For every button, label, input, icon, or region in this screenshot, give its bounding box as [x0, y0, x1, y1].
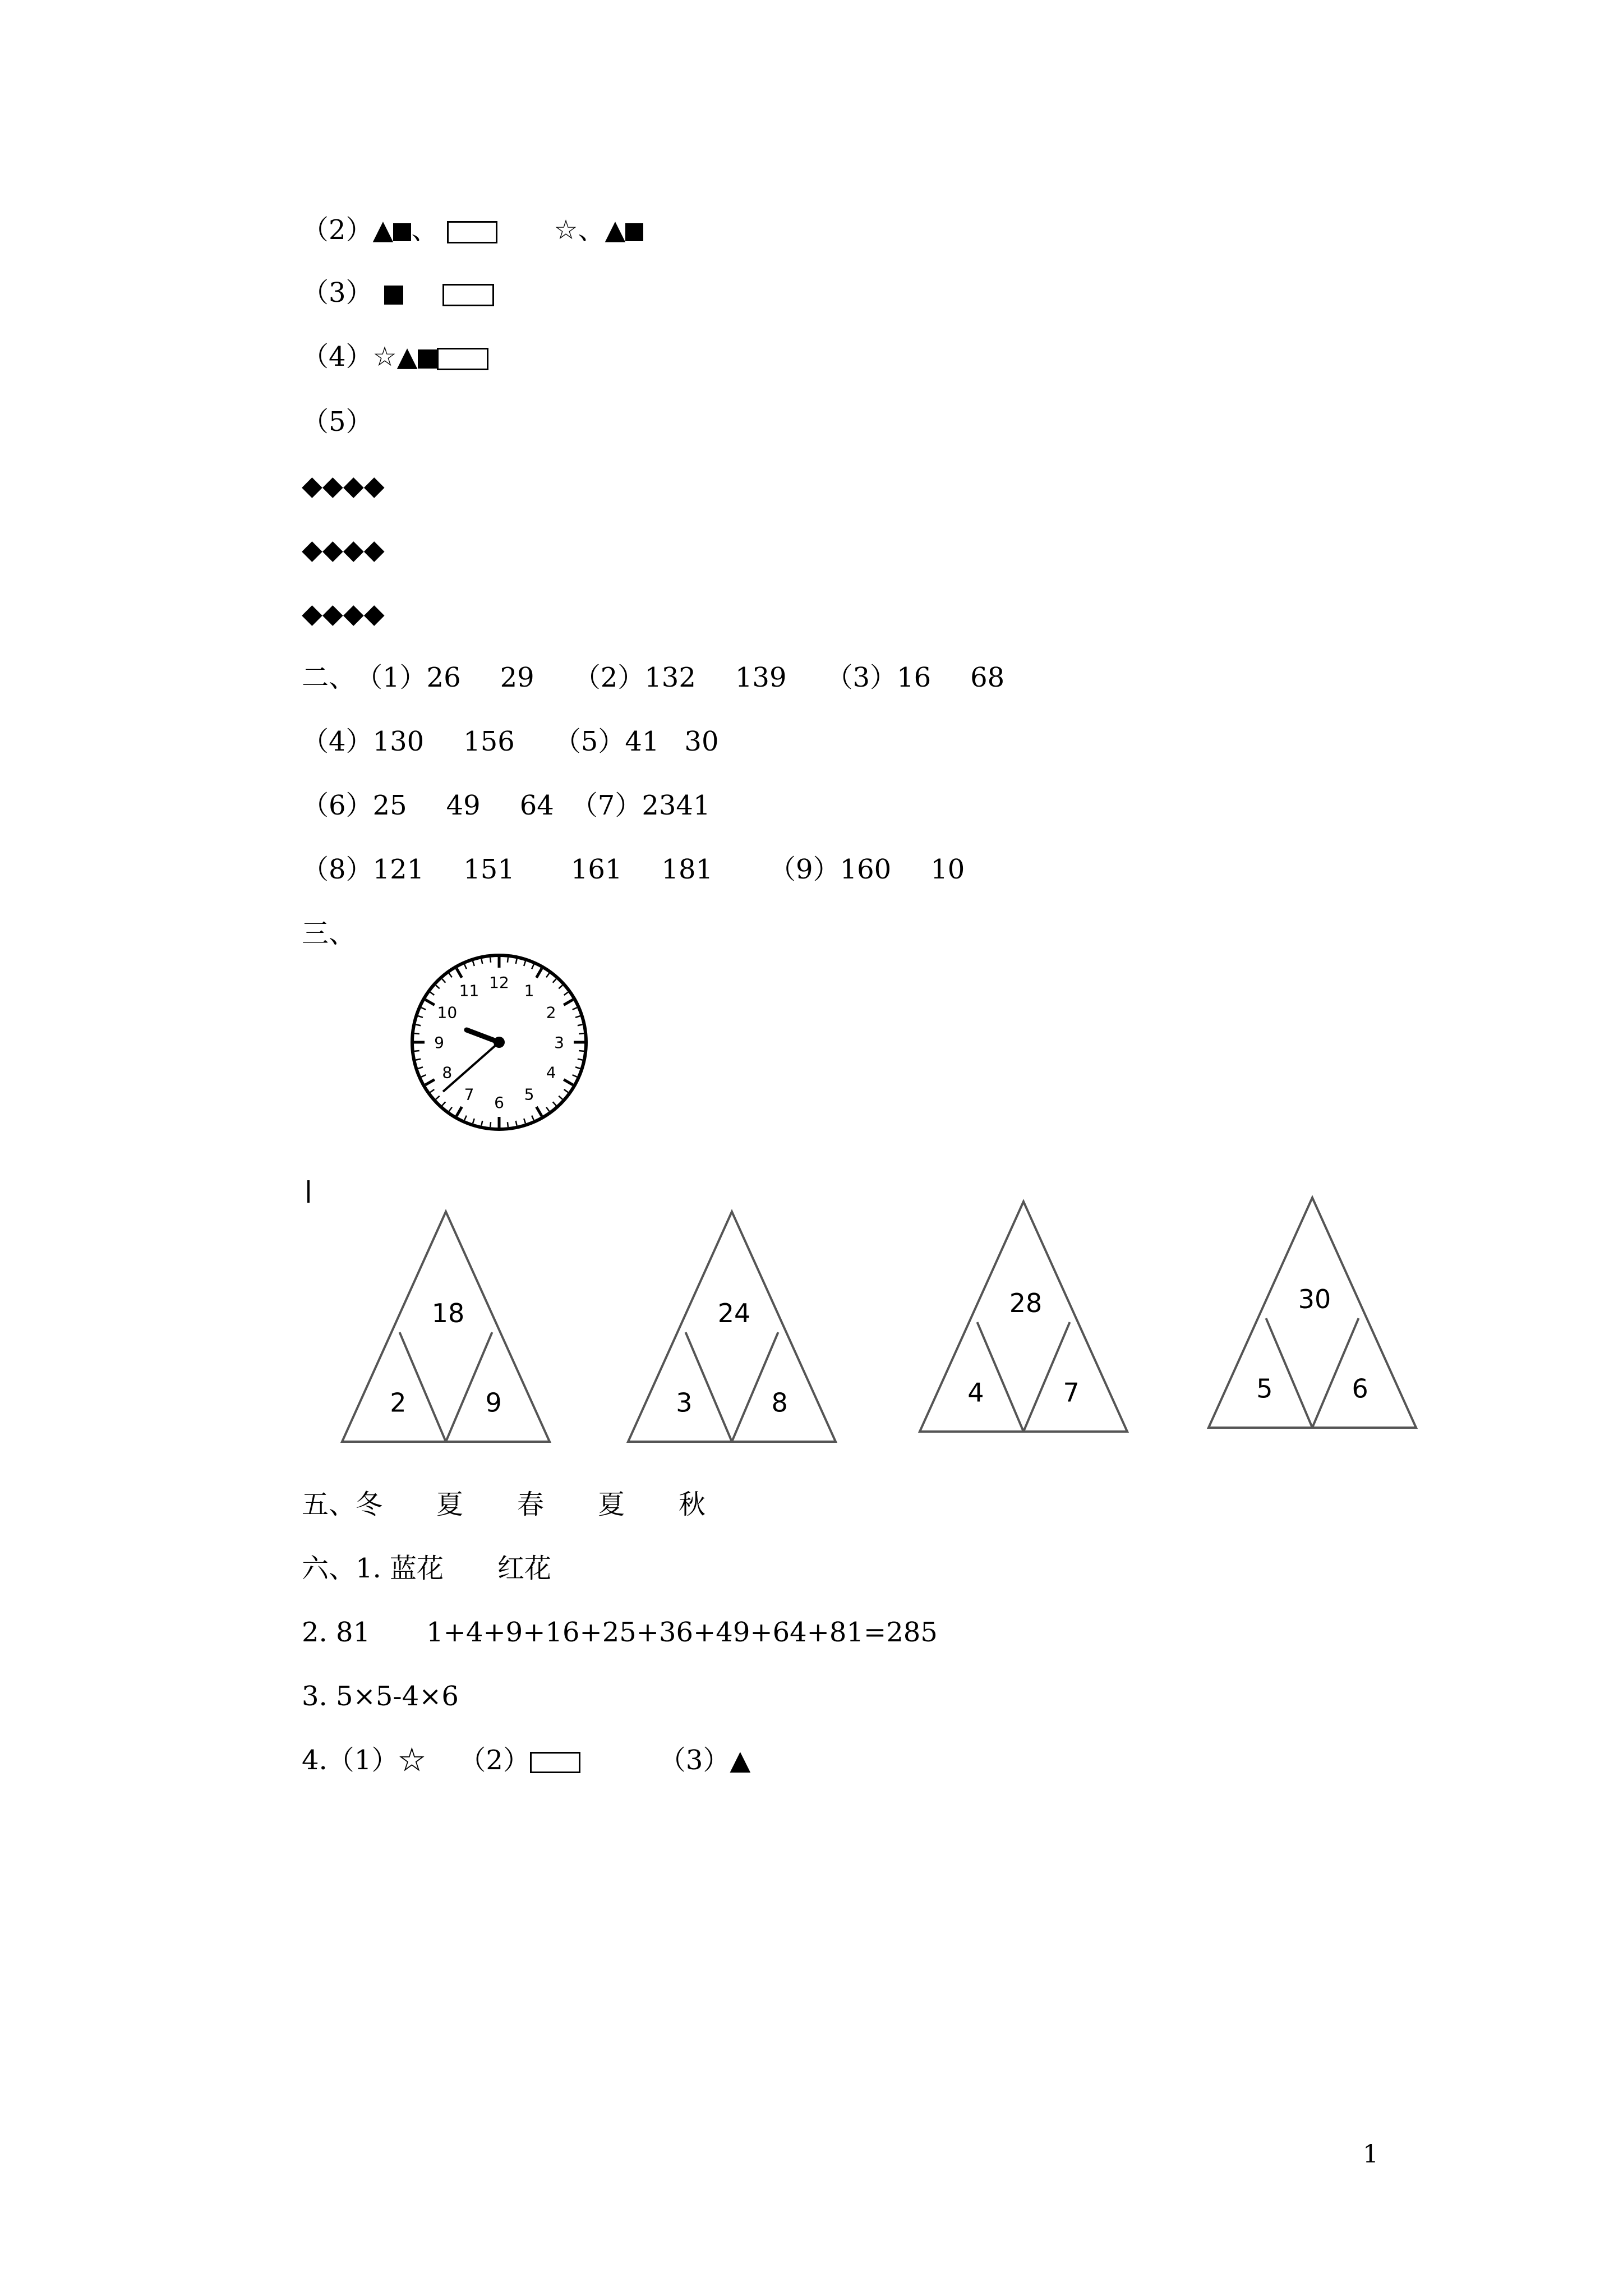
- answer: （6）25: [302, 790, 407, 821]
- answer: 139: [735, 662, 787, 693]
- diamond-row: [302, 469, 385, 503]
- answer: （1）26: [356, 662, 461, 693]
- answer: 49: [446, 790, 481, 821]
- answer: 68: [970, 662, 1005, 693]
- triangle-left-number: 5: [1256, 1373, 1273, 1404]
- answer-line-1-3: [302, 276, 494, 310]
- clock-number: 7: [464, 1085, 474, 1104]
- answer: （5）41: [554, 726, 660, 757]
- seasons-answer: 五、冬 夏 春 夏 秋: [302, 1489, 706, 1520]
- answer-line-6-4: [302, 1743, 750, 1777]
- answer-line-2-2: [302, 725, 719, 758]
- square-icon: [384, 286, 403, 305]
- triangle-divider: [400, 1332, 446, 1442]
- answer-line-6-2: [302, 1616, 938, 1649]
- clock-number: 12: [489, 973, 509, 992]
- triangle-right-number: 8: [771, 1387, 788, 1418]
- answer: （9）160: [769, 854, 892, 885]
- separator: 、: [411, 214, 439, 246]
- clock-number: 5: [524, 1085, 534, 1104]
- expression: 3. 5×5-4×6: [302, 1681, 459, 1712]
- clock-number: 4: [546, 1063, 556, 1082]
- answer: 29: [500, 662, 534, 693]
- clock-tick: [490, 1122, 491, 1127]
- section-prefix: 三、: [302, 918, 356, 949]
- item-label: （4）: [302, 341, 373, 372]
- answer-line-1-4: [302, 340, 488, 374]
- star-icon: ☆: [372, 341, 397, 372]
- triangle-left-number: 2: [390, 1387, 407, 1418]
- answer: 151: [463, 854, 515, 885]
- clock-number: 6: [494, 1093, 504, 1112]
- clock-tick: [414, 1033, 419, 1034]
- clock-number: 1: [524, 981, 534, 1000]
- answer: （2）132: [573, 662, 696, 693]
- triangle-top-number: 30: [1298, 1283, 1331, 1314]
- triangle-top-number: 28: [1009, 1287, 1043, 1318]
- answer: （3）16: [826, 662, 932, 693]
- item-label: （5）: [302, 406, 373, 438]
- section-prefix: 二、: [302, 662, 356, 693]
- triangle-icon: ▲: [396, 341, 418, 372]
- star-icon: ☆: [554, 214, 578, 246]
- flowers-answer: 六、1. 蓝花 红花: [302, 1553, 552, 1584]
- triangle-group: [342, 1198, 1416, 1442]
- triangle-divider: [1312, 1318, 1359, 1428]
- answer: 30: [684, 726, 719, 757]
- diamond-icons: ◆◆◆◆: [302, 598, 385, 629]
- answer: （4）130: [302, 726, 425, 757]
- answer: 181: [661, 854, 713, 885]
- answer-line-3: [302, 917, 356, 950]
- answer: 156: [463, 726, 515, 757]
- clock-tick: [579, 1033, 584, 1034]
- triangle-left-number: 4: [967, 1377, 984, 1408]
- answer: 2. 81: [302, 1617, 371, 1648]
- text-cursor: [307, 1180, 310, 1203]
- triangle-right-number: 9: [485, 1387, 502, 1418]
- square-icon: [418, 349, 437, 369]
- clock-number: 8: [442, 1063, 453, 1082]
- answer-line-1-5: [302, 405, 373, 439]
- clock-number: 2: [546, 1003, 556, 1022]
- item-label: （2）: [302, 214, 373, 246]
- triangle-figures: [336, 1178, 1458, 1447]
- triangle-divider: [978, 1322, 1024, 1432]
- separator: 、: [578, 214, 605, 246]
- triangle-icon: ▲: [372, 214, 394, 246]
- diamond-row: [302, 597, 385, 631]
- triangle-left-number: 3: [676, 1387, 693, 1418]
- item-label: （3）: [302, 277, 373, 309]
- answer-line-6-3: [302, 1680, 459, 1713]
- diamond-icons: ◆◆◆◆: [302, 470, 385, 501]
- triangle-divider: [1023, 1322, 1070, 1432]
- answer-line-6-1: [302, 1552, 551, 1585]
- answer: 4.（1）☆: [302, 1745, 426, 1776]
- clock-tick: [490, 958, 491, 963]
- triangle-divider: [446, 1332, 492, 1442]
- clock-face: [412, 955, 586, 1129]
- clock-number: 10: [437, 1003, 458, 1022]
- answer-line-2-1: [302, 661, 1004, 694]
- triangle-top-number: 24: [717, 1297, 751, 1328]
- rectangle-icon: [437, 348, 488, 370]
- triangle-icon: ▲: [605, 214, 626, 246]
- triangle-divider: [1266, 1318, 1313, 1428]
- diamond-row: [302, 533, 385, 567]
- clock-number: 3: [554, 1033, 564, 1052]
- answer: 10: [930, 854, 965, 885]
- clock-number: 9: [434, 1033, 444, 1052]
- sum-equation: 1+4+9+16+25+36+49+64+81=285: [426, 1617, 938, 1648]
- answer-line-1-2: [302, 213, 643, 247]
- clock-number: 11: [459, 981, 479, 1000]
- answer: 161: [570, 854, 623, 885]
- answer: （3）▲: [658, 1745, 751, 1776]
- clock-center: [494, 1037, 505, 1048]
- diamond-icons: ◆◆◆◆: [302, 534, 385, 565]
- answer: （2）: [459, 1745, 530, 1776]
- triangle-divider: [732, 1332, 778, 1442]
- triangle-right-number: 6: [1352, 1373, 1368, 1404]
- triangle-divider: [686, 1332, 732, 1442]
- answer: 64: [519, 790, 554, 821]
- page-number: 1: [1363, 2140, 1378, 2169]
- square-icon: [625, 223, 643, 241]
- triangle-top-number: 18: [431, 1297, 465, 1328]
- rectangle-icon: [530, 1752, 580, 1773]
- square-icon: [393, 223, 411, 241]
- answer: （8）121: [302, 854, 425, 885]
- rectangle-icon: [447, 221, 497, 243]
- triangle-right-number: 7: [1063, 1377, 1080, 1408]
- answer-line-2-4: [302, 853, 965, 886]
- answer-line-5: [302, 1488, 706, 1521]
- rectangle-icon: [442, 284, 494, 306]
- clock-figure: [404, 947, 594, 1138]
- answer-line-2-3: [302, 789, 710, 822]
- answer: （7）2341: [570, 790, 711, 821]
